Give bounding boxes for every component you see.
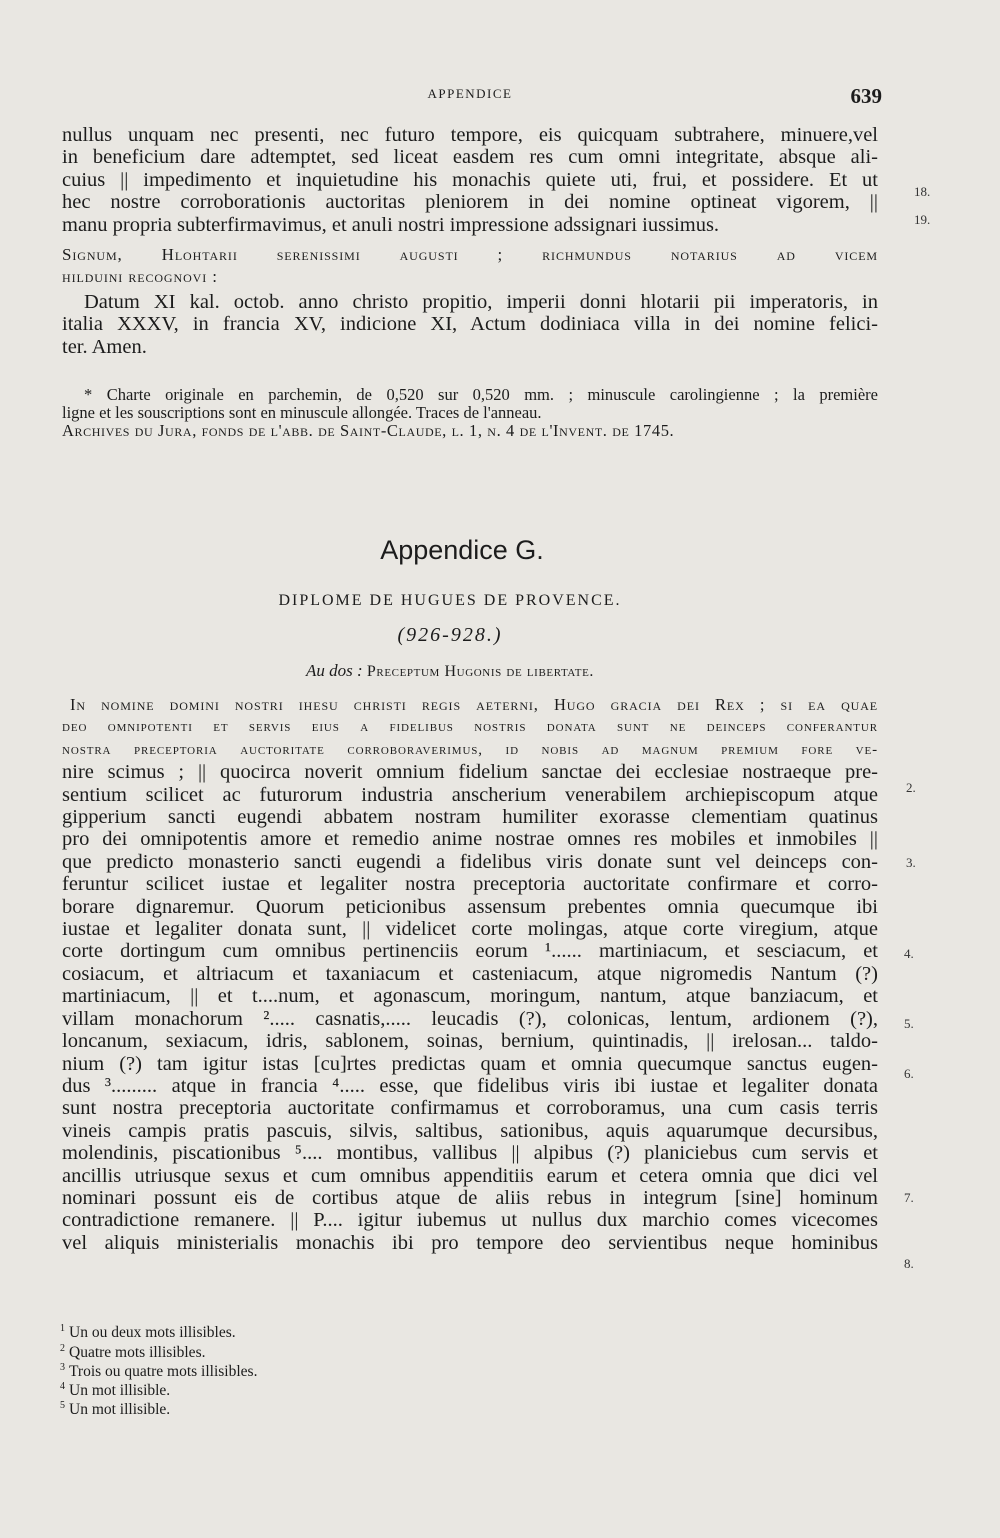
body-line: vel aliquis ministerialis monachis ibi pro tempore deo servientibus neque hominibus — [62, 1231, 878, 1254]
body-line: loncanum, sexiacum, idris, sablonem, soinas, bernium, quintinadis, || irelosan... taldo- — [62, 1030, 878, 1053]
body-line: villam monachorum ²..... casnatis,..... leucadis (?), colonicas, lentum, ardionem (?), — [62, 1007, 878, 1030]
datum-line: ter. Amen. — [62, 335, 147, 358]
body-line: ancillis utriusque sexus et cum omnibus appenditiis earum et cetera omnia que dici vel — [62, 1164, 878, 1187]
body-line: sentium scilicet ac futurorum industria anscherium venerabilem archiepiscopum atque — [62, 783, 878, 806]
body-line: gipperium sancti eugendi abbatem nostram humiliter exorasse clementiam quatinus — [62, 806, 878, 829]
body-line: nire scimus ; || quocirca noverit omnium fidelium sanctae dei ecclesiae nostraeque pre- — [62, 761, 878, 784]
margin-number: 19. — [914, 212, 931, 227]
datum-block — [62, 291, 878, 358]
margin-number: 7. — [904, 1190, 914, 1205]
signum-line: Signum, Hlohtarii serenissimi augusti ; richmundus notarius ad vicem — [62, 245, 878, 264]
body-line: pro dei omnipotentis amore et remedio anime nostrae omnes res mobiles et inmobiles || — [62, 828, 878, 851]
footnote-mark: 2 — [60, 1343, 65, 1354]
margin-number: 18. — [914, 184, 931, 199]
diploma-title: DIPLOME DE HUGUES DE PROVENCE. — [278, 592, 622, 609]
footnote-text: Un ou deux mots illisibles. — [69, 1324, 236, 1342]
running-head — [0, 84, 1000, 108]
text-line: in beneficium dare adtemptet, sed liceat easdem res cum omni integritate, absque ali- — [62, 146, 878, 169]
body-line: contradictione remanere. || P.... igitur iubemus ut nullus dux marchio comes vicecomes — [62, 1209, 878, 1232]
text-line: hec nostre corroborationis auctoritas pleniorem in dei nomine optineat vigorem, || — [62, 191, 878, 214]
source-note-line: * Charte originale en parchemin, de 0,520 sur 0,520 mm. ; minuscule carolingienne ; la première — [84, 385, 878, 404]
body-line: feruntur scilicet iustae et legaliter nostra preceptoria auctoritate confirmare et corro- — [62, 873, 878, 896]
margin-number: 5. — [904, 1016, 914, 1031]
body-line: martiniacum, || et t....num, et agonascum, moringum, nantum, atque banziacum, et — [62, 985, 878, 1008]
body-line: iustae et legaliter donata sunt, || videlicet corte molingas, atque corte viregium, atque — [62, 918, 878, 941]
opening-line: nostra preceptoria auctoritate corroboraverimus, id nobis ad magnum premium fore ve- — [62, 741, 878, 758]
footnote-text: Un mot illisible. — [69, 1401, 171, 1419]
archive-reference: Archives du Jura, fonds de l'abb. de Saint-Claude, l. 1, n. 4 de l'Invent. de 1745. — [62, 421, 675, 440]
signum-block — [62, 244, 878, 288]
margin-number: 3. — [906, 855, 916, 870]
body-line: nium (?) tam igitur istas [cu]rtes predictas quam et omnia quecumque sanctus eugen- — [62, 1052, 878, 1075]
charter-conclusion — [62, 124, 878, 236]
source-note — [62, 386, 878, 440]
footnote-text: Trois ou quatre mots illisibles. — [69, 1363, 258, 1381]
source-note-line: ligne et les souscriptions sont en minuscule allongée. Traces de l'anneau. — [62, 403, 542, 422]
text-line: cuius || impedimento et inquietudine his monachis quiete uti, frui, et possidere. Et ut — [62, 168, 878, 191]
text-line: nullus unquam nec presenti, nec futuro tempore, eis quicquam subtrahere, minuere,vel — [62, 124, 878, 146]
endorsement — [0, 661, 900, 681]
margin-number: 4. — [904, 946, 914, 961]
margin-number: 8. — [904, 1256, 914, 1271]
footnote-text: Un mot illisible. — [69, 1382, 171, 1400]
footnote-mark: 4 — [60, 1381, 65, 1392]
diploma-body — [62, 694, 878, 1254]
endorsement-text: Preceptum Hugonis de libertate. — [366, 663, 594, 680]
diploma-dates: (926-928.) — [397, 624, 503, 646]
signum-line: hilduini recognovi : — [62, 267, 218, 286]
body-line: sunt nostra preceptoria auctoritate confirmamus et corroboramus, una cum casis terris — [62, 1097, 878, 1120]
appendix-title: Appendice G. — [380, 535, 544, 565]
body-line: vineis campis pratis pascuis, silvis, saltibus, sationibus, aquis aquarumque decursibus, — [62, 1119, 878, 1142]
body-line: borare dignaremur. Quorum peticionibus assensum prebentes omnia quecumque ibi — [62, 895, 878, 918]
footnote — [60, 1396, 170, 1420]
body-line: nominari possunt eis de cortibus atque de aliis rebus in integrum [sine] hominum — [62, 1186, 878, 1209]
datum-line: Datum XI kal. octob. anno christo propitio, imperii donni hlotarii pii imperatoris, in — [84, 291, 878, 313]
margin-number: 2. — [906, 780, 916, 795]
page-number: 639 — [850, 84, 882, 108]
opening-line: deo omnipotenti et servis eius a fidelibus nostris donata sunt ne deinceps conferantur — [62, 719, 878, 736]
margin-number: 6. — [904, 1066, 914, 1081]
body-line: molendinis, piscationibus ⁵.... montibus, vallibus || alpibus (?) planiciebus cum servis et — [62, 1142, 878, 1165]
opening-line: In nomine domini nostri ihesu christi regis aeterni, Hugo gracia dei Rex ; si ea quae — [70, 695, 878, 714]
text-line: manu propria subterfirmavimus, et anuli nostri impressione adssignari iussimus. — [62, 213, 720, 236]
footnote-mark: 5 — [60, 1400, 65, 1411]
datum-line: italia XXXV, in francia XV, indicione XI, Actum dodiniaca villa in dei nomine felici- — [62, 313, 878, 336]
footnote-mark: 1 — [60, 1323, 65, 1334]
running-title: APPENDICE — [427, 86, 513, 101]
body-line: que predicto monasterio sancti eugendi a fidelibus viris donate sunt vel deinceps con- — [62, 850, 878, 873]
endorsement-label: Au dos : — [306, 661, 363, 680]
footnote-mark: 3 — [60, 1362, 65, 1373]
body-line: dus ³......... atque in francia ⁴..... esse, que fidelibus viris ibi iustae et legaliter donata — [62, 1074, 878, 1097]
footnote-text: Quatre mots illisibles. — [69, 1344, 206, 1362]
body-line: cosiacum, et altriacum et taxaniacum et casteniacum, atque nigromedis Nantum (?) — [62, 962, 878, 985]
body-line: corte dortingum cum omnibus pertinenciis eorum ¹...... martiniacum, et sesciacum, et — [62, 940, 878, 963]
